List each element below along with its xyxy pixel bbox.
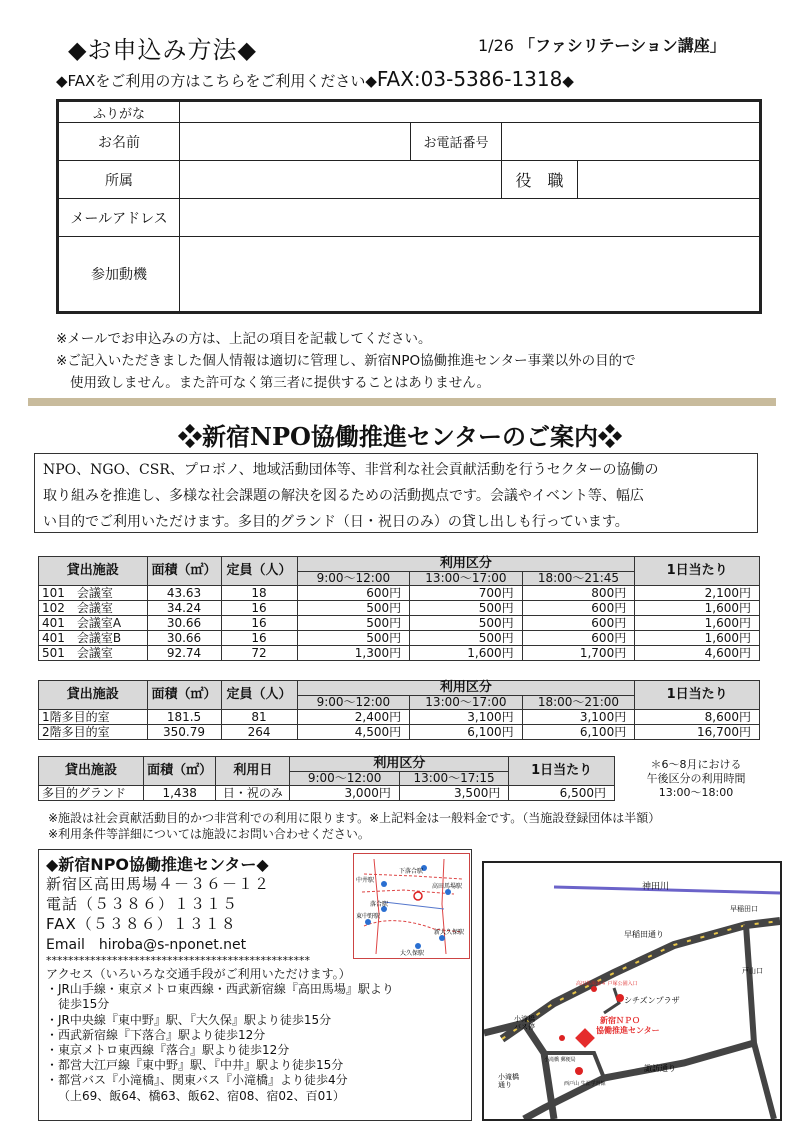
fax-suffix: ◆ [562,72,574,90]
days-cell: 日・祝のみ [216,786,290,801]
facility-cell: 101 会議室 [39,586,148,601]
table-row [39,631,760,646]
map-label: 協働推進センター [596,1026,660,1035]
col-usage: 利用区分 [297,681,635,696]
col-day: 1日当たり [635,681,760,710]
price-cell: 500円 [410,631,523,646]
access-item: （上69、飯64、橋63、飯62、宿08、宿02、百01） [58,1088,345,1103]
affiliation-field[interactable] [180,161,502,199]
slot-header: 9:00～12:00 [297,572,410,586]
facility-cell: 多目的グランド [39,786,144,801]
email-field[interactable] [180,199,761,237]
furigana-field[interactable] [180,101,761,123]
course-name: 「ファシリテーション講座」 [519,36,726,55]
address: 新宿区高田馬場４－３６－１２ [46,875,271,893]
col-capacity: 定員（人） [221,681,297,710]
col-usage: 利用区分 [297,557,635,572]
price-cell: 500円 [297,616,410,631]
area-cell: 92.74 [147,646,221,661]
day-price-cell: 6,500円 [509,786,615,801]
affiliation-label: 所属 [58,161,180,199]
fee-table-meeting-rooms [38,556,760,661]
motivation-field[interactable] [180,237,761,313]
map-label: 新宿ＮＰＯ [600,1016,640,1025]
note-line: 午後区分の利用時間 [646,772,746,785]
area-cell: 30.66 [147,616,221,631]
slot-header: 13:00～17:00 [410,696,523,710]
map-label: バス停 [514,1023,535,1031]
area-cell: 350.79 [147,725,221,740]
capacity-cell: 72 [221,646,297,661]
name-label: お名前 [58,123,180,161]
map-label: 通り [498,1081,512,1089]
note-line: 13:00～18:00 [658,786,734,799]
fee-table-multipurpose-rooms [38,680,760,740]
price-cell: 500円 [297,601,410,616]
col-area: 面積（㎡） [147,557,221,586]
phone-number: 電話（５３８６）１３１５ [46,895,239,913]
col-day: 1日当たり [635,557,760,586]
access-item: ・西武新宿線『下落合』駅より徒歩12分 [46,1027,266,1042]
map-label: 早稲田通り [624,930,664,939]
day-price-cell: 8,600円 [635,710,760,725]
motivation-label: 参加動機 [58,237,180,313]
table-row [39,725,760,740]
map-label: 新大久保駅 [434,929,465,936]
slot-header: 9:00～12:00 [290,772,400,786]
day-price-cell: 1,600円 [635,616,760,631]
location-map [482,861,782,1121]
price-cell: 500円 [410,616,523,631]
day-price-cell: 1,600円 [635,631,760,646]
note-line: ※利用条件等詳細については施設にお問い合わせください。 [48,827,370,841]
capacity-cell: 16 [221,616,297,631]
table-row [39,710,760,725]
map-label: 小滝橋 [514,1015,535,1023]
fax-instruction [56,67,574,91]
area-cell: 43.63 [147,586,221,601]
col-area: 面積（㎡） [147,681,221,710]
map-label: 神田川 [642,882,670,892]
table-row [39,586,760,601]
col-facility: 貸出施設 [39,757,144,786]
map-label: 早稲田口 [730,905,758,913]
facility-cell: 501 会議室 [39,646,148,661]
price-cell: 1,700円 [522,646,635,661]
area-map [353,853,470,959]
price-cell: 3,500円 [399,786,509,801]
col-area: 面積（㎡） [143,757,215,786]
area-map-graphic [354,854,469,958]
table-row [39,786,615,801]
map-label: 下落合駅 [399,868,424,875]
map-label: 中井駅 [356,877,375,884]
area-cell: 30.66 [147,631,221,646]
map-label: 高田馬場第４ 戸塚公園入口 [576,981,638,987]
col-usage: 利用区分 [290,757,509,772]
contact-details [46,874,270,934]
note-line: 使用致しません。また許可なく第三者に提供することはありません。 [70,375,491,391]
map-label: 大久保駅 [400,950,425,957]
center-title: ❖新宿NPO協働推進センターのご案内❖ [178,422,622,451]
price-cell: 2,400円 [297,710,410,725]
email-contact: Email hiroba@s-nponet.net [46,937,247,953]
section-divider [28,398,776,406]
map-label: 戸山口 [742,967,763,975]
phone-field[interactable] [502,123,761,161]
facility-cell: 2階多目的室 [39,725,148,740]
access-item: ・東京メトロ東西線『落合』駅より徒歩12分 [46,1043,290,1058]
capacity-cell: 264 [221,725,297,740]
facility-cell: 1階多目的室 [39,710,148,725]
note-line: ※メールでお申込みの方は、上記の項目を記載してください。 [56,331,432,347]
fax-number-contact: FAX（５３８６）１３１８ [46,915,237,933]
col-capacity: 定員（人） [221,557,297,586]
access-item: ・都営バス『小滝橋』、関東バス『小滝橋』より徒歩4分 [46,1073,348,1088]
course-title [478,33,726,56]
furigana-label: ふりがな [58,101,180,123]
price-cell: 4,500円 [297,725,410,740]
price-cell: 1,300円 [297,646,410,661]
fee-notes [48,810,660,842]
fax-number: FAX:03-5386-1318 [376,67,563,91]
facility-cell: 102 会議室 [39,601,148,616]
access-info [46,967,394,1104]
price-cell: 600円 [522,631,635,646]
access-item: 徒歩15分 [58,997,110,1012]
center-marker-icon [575,1028,595,1048]
slot-header: 13:00～17:00 [410,572,523,586]
area-cell: 181.5 [147,710,221,725]
position-field[interactable] [578,161,761,199]
location-map-graphic [484,863,780,1119]
map-label: 小滝橋 [498,1073,519,1081]
fee-table-ground [38,756,615,801]
day-price-cell: 16,700円 [635,725,760,740]
facility-cell: 401 会議室A [39,616,148,631]
price-cell: 800円 [522,586,635,601]
price-cell: 3,100円 [522,710,635,725]
price-cell: 500円 [410,601,523,616]
slot-header: 13:00～17:15 [399,772,509,786]
summer-hours-note [633,758,759,800]
note-line: ＊6～8月における [650,758,742,771]
col-facility: 貸出施設 [39,557,148,586]
intro-line: NPO、NGO、CSR、プロボノ、地域活動団体等、非営利な社会貢献活動を行うセクターの協働の [43,462,659,478]
intro-line: い目的でご利用いただけます。多目的グランド（日・祝日のみ）の貸し出しも行っています。 [43,514,629,530]
capacity-cell: 18 [221,586,297,601]
map-label: 落合駅 [370,901,389,908]
table-row [39,601,760,616]
access-item: ・JR中央線『東中野』駅、『大久保』駅より徒歩15分 [46,1012,332,1027]
slot-header: 9:00～12:00 [297,696,410,710]
table-row [39,616,760,631]
area-cell: 34.24 [147,601,221,616]
capacity-cell: 81 [221,710,297,725]
divider-stars: ************************************************ [46,954,310,967]
name-field[interactable] [180,123,411,161]
note-line: ※ご記入いただきました個人情報は適切に管理し、新宿NPO協働推進センター事業以外の目的で [56,353,636,369]
phone-label: お電話番号 [411,123,502,161]
price-cell: 600円 [522,616,635,631]
area-cell: 1,438 [143,786,215,801]
access-item: ・JR山手線・東京メトロ東西線・西武新宿線『高田馬場』駅より [46,982,394,997]
intro-line: 取り組みを推進し、多様な社会課題の解決を図るための活動拠点です。会議やイベント等、幅広 [43,488,644,504]
access-item: ・都営大江戸線『東中野』駅、『中井』駅より徒歩15分 [46,1058,344,1073]
price-cell: 1,600円 [410,646,523,661]
slot-header: 18:00～21:45 [522,572,635,586]
course-date: 1/26 [478,36,514,55]
fax-prefix: ◆FAXをご利用の方はこちらをご利用ください◆ [56,72,377,90]
map-label: 西戸山 生涯学習館 [564,1081,606,1087]
org-name: ◆新宿NPO協働推進センター◆ [46,855,269,874]
capacity-cell: 16 [221,601,297,616]
application-form [56,99,762,314]
position-label: 役 職 [502,161,578,199]
price-cell: 3,100円 [410,710,523,725]
col-facility: 貸出施設 [39,681,148,710]
price-cell: 6,100円 [410,725,523,740]
price-cell: 600円 [522,601,635,616]
price-cell: 600円 [297,586,410,601]
day-price-cell: 2,100円 [635,586,760,601]
capacity-cell: 16 [221,631,297,646]
map-label: 諏訪通り [644,1064,676,1073]
access-title: アクセス（いろいろな交通手段がご利用いただけます。） [46,967,351,981]
note-line: ※施設は社会貢献活動目的かつ非営利での利用に限ります。※上記料金は一般料金です。（当施設登録団体は半額） [48,811,661,825]
price-cell: 500円 [297,631,410,646]
table-row [39,646,760,661]
facility-cell: 401 会議室B [39,631,148,646]
col-day: 1日当たり [509,757,615,786]
day-price-cell: 4,600円 [635,646,760,661]
map-label: 高田馬場駅 [432,883,463,890]
map-label: 東中野駅 [356,913,381,920]
price-cell: 6,100円 [522,725,635,740]
col-days: 利用日 [216,757,290,786]
form-notes [56,328,636,394]
price-cell: 3,000円 [290,786,400,801]
map-label: 小滝橋 郵便局 [544,1057,576,1063]
page-title: ◆お申込み方法◆ [68,36,257,64]
slot-header: 18:00～21:00 [522,696,635,710]
map-label: シチズンプラザ [624,996,680,1005]
intro-box [34,453,758,533]
email-label: メールアドレス [58,199,180,237]
price-cell: 700円 [410,586,523,601]
day-price-cell: 1,600円 [635,601,760,616]
